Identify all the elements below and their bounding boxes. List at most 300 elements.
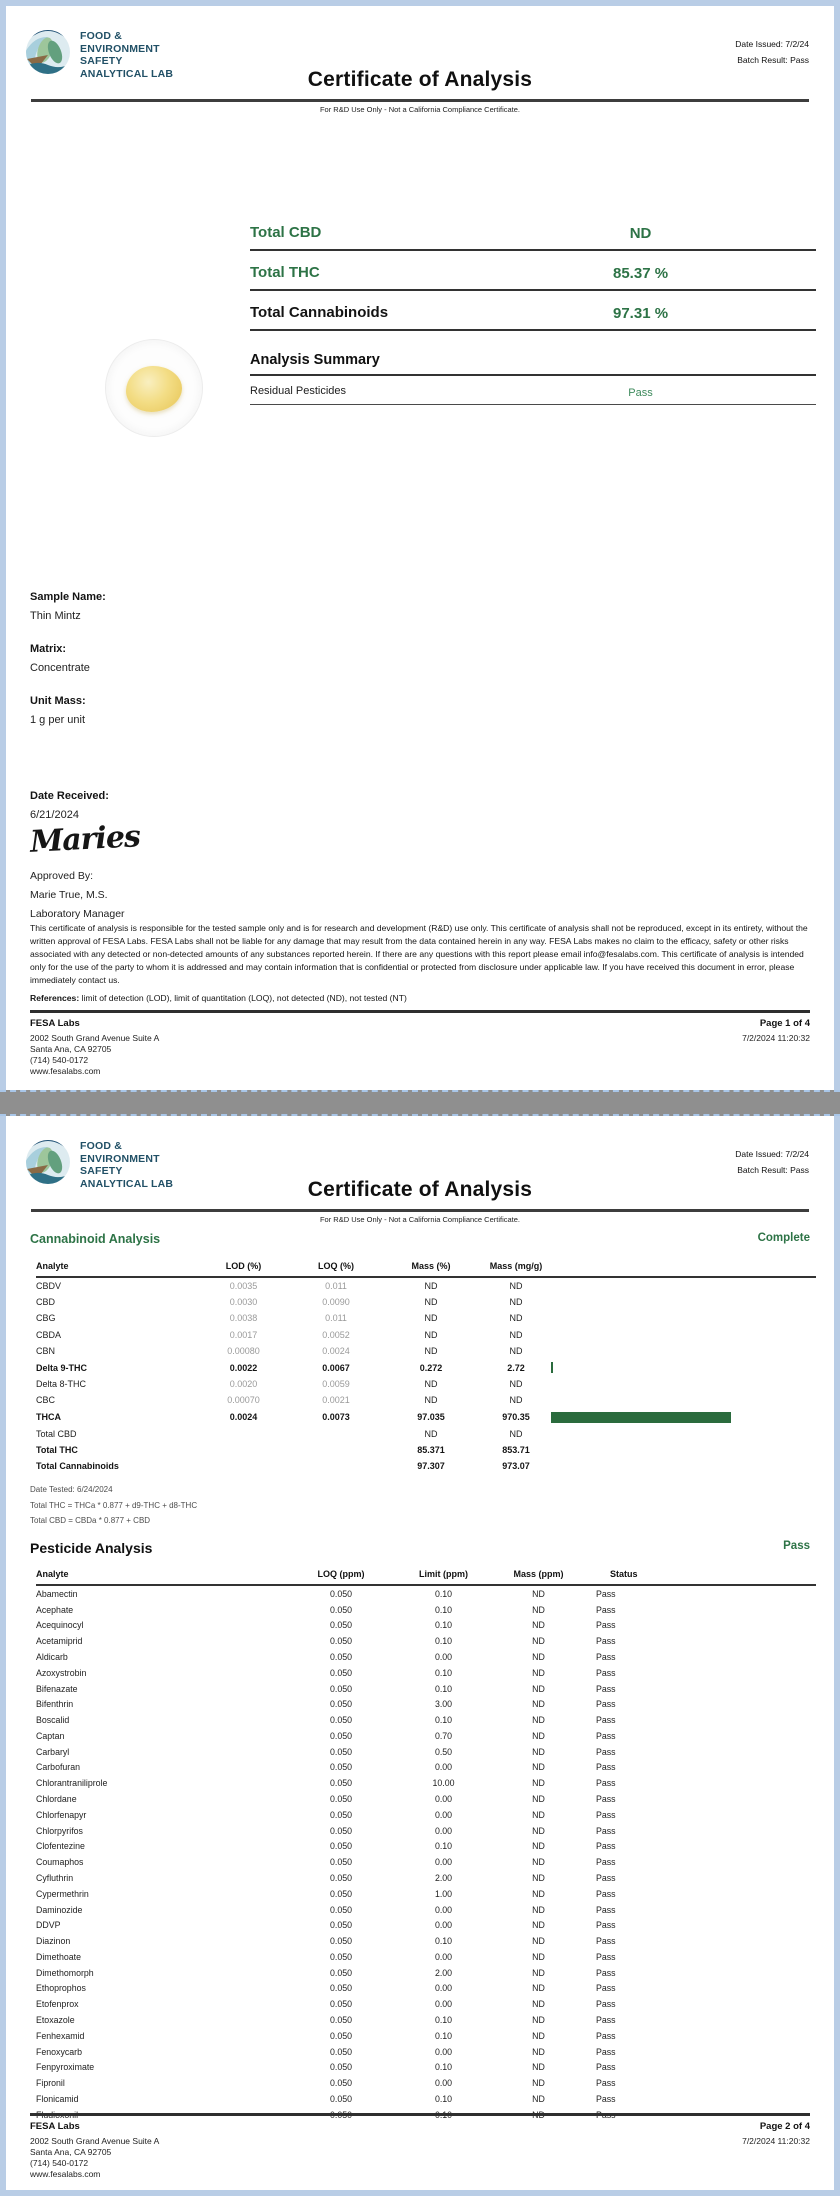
loq-value: 0.050 [329,1904,352,1915]
pesticide-section-header [30,1540,810,1556]
mass-value: ND [532,1967,545,1978]
logo-line: FOOD & [80,30,123,42]
limit-value: 0.00 [434,1825,453,1836]
mass-bar-cell [551,1310,816,1326]
analyte-name: Etoxazole [36,2014,75,2025]
status-value: Pass [596,2093,616,2104]
pesticide-row [36,1618,816,1634]
mass-bar-cell [551,1359,816,1376]
document-title: Certificate of Analysis [307,1178,533,1201]
field-value: Thin Mintz [30,610,81,622]
loq-value: 0.050 [329,1762,352,1773]
sample-field [30,643,106,674]
header-rule [31,1209,809,1212]
cannabinoid-table [36,1258,816,1474]
date-issued: Date Issued: 7/2/24 [735,1149,809,1159]
date-tested: Date Tested: 6/24/2024 [30,1485,113,1494]
mass-percent-value: ND [424,1297,438,1308]
analyte-name: Chlorantraniliprole [36,1778,108,1789]
loq-value: 0.050 [329,1667,352,1678]
header-meta [735,1146,809,1178]
loq-value: 0.050 [329,1967,352,1978]
mass-value: ND [532,1872,545,1883]
limit-value: 0.00 [434,1920,453,1931]
pesticide-row [36,2075,816,2091]
status-value: Pass [596,2046,616,2057]
loq-value: 0.0059 [322,1379,350,1390]
loq-value: 0.0021 [322,1395,350,1406]
cannabinoid-row [36,1359,816,1376]
pesticide-row [36,1807,816,1823]
pesticide-row [36,1633,816,1649]
pesticide-row [36,1917,816,1933]
analyte-name: CBDV [36,1281,62,1292]
status-value: Pass [596,1604,616,1615]
status-value: Pass [596,1999,616,2010]
mass-bar-cell [551,1343,816,1359]
page2-footer [30,2121,810,2180]
analyte-name: Azoxystrobin [36,1667,87,1678]
loq-value: 0.050 [329,1652,352,1663]
limit-value: 0.00 [434,1794,453,1805]
mass-value: ND [532,1588,545,1599]
approved-by-label: Approved By: [30,870,94,882]
status-value: Pass [596,1857,616,1868]
date-received-field [30,790,109,821]
analyte-name: CBDA [36,1329,62,1340]
status-value: Pass [596,1746,616,1757]
mass-bar-cell [551,1294,816,1310]
mass-mg-value: ND [509,1379,523,1390]
mass-mg-value: ND [509,1313,523,1324]
mass-value: ND [532,1999,545,2010]
analyte-name: DDVP [36,1920,61,1931]
analysis-summary [250,352,816,405]
limit-value: 1.00 [434,1888,453,1899]
lod-value: 0.0035 [229,1281,258,1292]
loq-value: 0.050 [329,1730,352,1741]
loq-value: 0.011 [325,1281,347,1292]
analyte-name: Fipronil [36,2078,65,2089]
sample-concentrate-blob [126,366,182,412]
analyte-name: Diazinon [36,1936,71,1947]
mass-value: ND [532,1841,545,1852]
totals-label: Total Cannabinoids [250,304,389,321]
pesticide-row [36,1602,816,1618]
totals-row [250,251,816,291]
total-thc-formula: Total THC = THCa * 0.877 + d9-THC + d8-THC [30,1500,198,1510]
lod-value [196,1458,291,1474]
loq-value: 0.050 [329,1888,352,1899]
loq-value: 0.050 [329,1636,352,1647]
footer-timestamp: 7/2/2024 11:20:32 [742,1033,810,1043]
footer-address-line: 2002 South Grand Avenue Suite A [30,1033,160,1043]
cannabinoid-row [36,1294,816,1310]
mass-mg-value: 2.72 [507,1362,525,1373]
analyte-name: CBC [36,1395,56,1406]
approver-name: Marie True, M.S. [30,889,108,901]
total-cbd-formula: Total CBD = CBDa * 0.877 + CBD [30,1516,151,1525]
analyte-name: Cypermethrin [36,1888,89,1899]
loq-value: 0.050 [329,2046,352,2057]
loq-value: 0.050 [329,2078,352,2089]
mass-mg-value: 970.35 [502,1412,530,1423]
analyte-name: Daminozide [36,1904,83,1915]
pesticide-section-status: Pass [783,1540,810,1552]
mass-value: ND [532,1936,545,1947]
analyte-name: Acequinocyl [36,1620,84,1631]
header-meta [735,36,809,68]
analyte-name: Fenoxycarb [36,2046,82,2057]
mass-mg-value: ND [509,1281,523,1292]
document-subtitle: For R&D Use Only - Not a California Compliance Certificate. [319,105,521,114]
cannabinoid-row [36,1458,816,1474]
analyte-name: CBN [36,1345,56,1356]
status-value: Pass [596,2014,616,2025]
loq-value: 0.050 [329,1699,352,1710]
mass-value: ND [532,1746,545,1757]
mass-bar-cell [551,1277,816,1294]
limit-value: 0.70 [434,1730,453,1741]
column-header: LOQ (ppm) [276,1566,406,1585]
pesticide-row [36,1712,816,1728]
mass-value: ND [532,2046,545,2057]
pesticide-table [36,1566,816,2123]
pesticide-row [36,1839,816,1855]
loq-value: 0.050 [329,1620,352,1631]
loq-value [291,1442,381,1458]
footer-address-line: (714) 540-0172 [30,2158,89,2168]
loq-value: 0.050 [329,1588,352,1599]
references [30,992,818,1005]
analyte-name: Chlorpyrifos [36,1825,83,1836]
pesticide-section-title: Pesticide Analysis [30,1540,153,1556]
mass-value: ND [532,1762,545,1773]
date-received-label: Date Received: [30,790,109,802]
mass-value: ND [532,1778,545,1789]
pesticide-row [36,2091,816,2107]
column-header: Limit (ppm) [406,1566,481,1585]
mass-value: ND [532,1951,545,1962]
pesticide-row [36,1649,816,1665]
analyte-name: CBG [36,1313,56,1324]
loq-value: 0.050 [329,1683,352,1694]
analyte-name: Delta 9-THC [36,1362,88,1373]
analyte-name: Bifenthrin [36,1699,74,1710]
analyte-name: Flonicamid [36,2093,79,2104]
mass-value: ND [532,1857,545,1868]
footer-address-line: www.fesalabs.com [30,1066,101,1076]
pesticide-row [36,1933,816,1949]
analyte-name: Acephate [36,1604,74,1615]
mass-percent-value: ND [424,1329,438,1340]
totals-row [250,211,816,251]
mass-mg-value: 973.07 [502,1461,530,1472]
disclaimer-text: This certificate of analysis is responsible for the tested sample only and is for research and development (R&D) use only. This certificate of analysis shall not be reproduced, except in its entirety, without the written approval of FESA Labs. FESA Labs shall not be liable for any damage that may result from the data contained herein in any way. FESA Labs makes no claim to the efficacy, safety or other risks associated with any detected or non-detected amounts of any substances reported herein. If there are any questions with this report please email info@fesalabs.com. This certificate of analysis is intended only for the use of the party to whom it is addressed and may contain information that is confidential or protected from disclosure under applicable law. If you have received this document in error, please immediately contact us. [30,923,808,985]
loq-value: 0.050 [329,1809,352,1820]
mass-mg-value: ND [509,1428,523,1439]
footer-rule [30,1010,810,1013]
pesticide-row [36,1854,816,1870]
status-value: Pass [596,1667,616,1678]
mass-bar [551,1362,553,1373]
loq-value: 0.050 [329,2030,352,2041]
page1-footer [30,1018,810,1077]
mass-bar-cell [551,1426,816,1442]
field-label: Sample Name: [30,591,106,603]
logo-line: ANALYTICAL LAB [80,67,174,80]
limit-value: 2.00 [434,1967,453,1978]
cannabinoid-row [36,1426,816,1442]
status-value: Pass [596,1983,616,1994]
mass-bar-cell [551,1376,816,1392]
mass-value: ND [532,1636,545,1647]
mass-value: ND [532,1620,545,1631]
status-value: Pass [596,1841,616,1852]
limit-value: 0.00 [434,1983,453,1994]
pesticide-row [36,1696,816,1712]
status-value: Pass [596,1652,616,1663]
footer-address-line: www.fesalabs.com [30,2169,101,2179]
logo-line: ANALYTICAL LAB [80,1177,174,1190]
pesticide-row [36,1886,816,1902]
footer-right [742,2121,810,2146]
analyte-name: Delta 8-THC [36,1379,87,1390]
document-title: Certificate of Analysis [307,68,533,91]
mass-value: ND [532,2078,545,2089]
analyte-name: Fenhexamid [36,2030,85,2041]
signature-image: Maries [29,819,141,860]
pesticide-row [36,1902,816,1918]
loq-value: 0.050 [329,2014,352,2025]
column-header: Analyte [36,1566,276,1585]
footer-lab-name: FESA Labs [30,2121,80,2132]
mass-value: ND [532,2014,545,2025]
loq-value: 0.050 [329,1920,352,1931]
lod-value [196,1426,291,1442]
loq-value: 0.050 [329,1604,352,1615]
pesticide-row [36,1870,816,1886]
mass-mg-value: ND [509,1345,523,1356]
cannabinoid-header-row [36,1258,816,1277]
limit-value: 0.00 [434,1809,453,1820]
header-rule [31,99,809,102]
mass-value: ND [532,1794,545,1805]
footer-address-line: 2002 South Grand Avenue Suite A [30,2136,160,2146]
analyte-name: Captan [36,1730,65,1741]
limit-value: 0.50 [434,1746,453,1757]
lod-value [196,1442,291,1458]
mass-percent-value: ND [424,1313,438,1324]
mass-percent-value: 85.371 [417,1444,445,1455]
approved-by-block [30,867,125,924]
loq-value: 0.050 [329,1936,352,1947]
pesticide-row [36,1585,816,1602]
mass-value: ND [532,1920,545,1931]
cannabinoid-row [36,1376,816,1392]
analyte-name: Clofentezine [36,1841,85,1852]
mass-bar-cell [551,1327,816,1343]
analyte-name: Aldicarb [36,1652,68,1663]
status-value: Pass [596,1920,616,1931]
status-value: Pass [596,1967,616,1978]
analyte-name: Fenpyroximate [36,2062,95,2073]
sample-field [30,591,106,622]
footer-address [30,1033,810,1077]
pesticide-row [36,1949,816,1965]
mass-percent-value: 97.307 [417,1461,445,1472]
cannabinoid-section-title: Cannabinoid Analysis [30,1232,161,1246]
footer-rule [30,2113,810,2116]
mass-value: ND [532,1667,545,1678]
field-value: Concentrate [30,662,90,674]
lod-value: 0.0038 [229,1313,258,1324]
analyte-name: Coumaphos [36,1857,84,1868]
pesticide-row [36,1996,816,2012]
logo-line: ENVIRONMENT [80,42,160,55]
loq-value: 0.050 [329,1841,352,1852]
loq-value: 0.0090 [322,1297,350,1308]
references-label: References: [30,992,80,1003]
logo-line: SAFETY [80,55,123,67]
lod-value: 0.00080 [227,1345,260,1356]
mass-bar [551,1412,731,1423]
column-header: Mass (mg/g) [481,1258,551,1277]
mass-value: ND [532,1730,545,1741]
cannabinoid-section-header [30,1232,810,1246]
limit-value: 0.00 [434,2046,453,2057]
pesticide-row [36,1965,816,1981]
limit-value: 0.10 [434,1620,453,1631]
pesticide-row [36,1728,816,1744]
field-label: Matrix: [30,643,67,655]
cannabinoid-row [36,1442,816,1458]
status-value: Pass [596,1588,616,1599]
analysis-summary-rows [250,376,816,405]
totals-value: 85.37 % [613,265,669,282]
analyte-name: Boscalid [36,1715,70,1726]
limit-value: 0.10 [434,2062,453,2073]
limit-value: 10.00 [432,1778,455,1789]
pesticide-row [36,1760,816,1776]
column-header: Status [596,1566,816,1585]
limit-value: 0.00 [434,1857,453,1868]
page2-header [6,1116,834,1226]
mass-percent-value: ND [424,1428,438,1439]
loq-value: 0.050 [329,1794,352,1805]
field-value: 1 g per unit [30,714,86,726]
loq-value: 0.0067 [322,1362,350,1373]
pesticide-row [36,1775,816,1791]
mass-value: ND [532,1652,545,1663]
analyte-name: Ethoprophos [36,1983,86,1994]
lod-value: 0.0020 [229,1379,258,1390]
loq-value: 0.0073 [322,1412,350,1423]
limit-value: 0.10 [434,1667,453,1678]
analyte-name: Dimethoate [36,1951,81,1962]
limit-value: 0.10 [434,1636,453,1647]
document-subtitle: For R&D Use Only - Not a California Compliance Certificate. [319,1215,521,1224]
batch-result: Batch Result: Pass [737,1165,809,1175]
summary-row [250,376,816,405]
status-value: Pass [596,1730,616,1741]
status-value: Pass [596,1762,616,1773]
totals-row [250,291,816,331]
totals-value: ND [629,225,652,242]
mass-value: ND [532,1809,545,1820]
mass-percent-value: 0.272 [419,1362,443,1373]
pesticide-header-row [36,1566,816,1585]
date-received-value: 6/21/2024 [30,809,79,821]
loq-value: 0.050 [329,1951,352,1962]
sample-field [30,695,106,726]
loq-value: 0.050 [329,1999,352,2010]
status-value: Pass [596,2030,616,2041]
column-header: LOQ (%) [291,1258,381,1277]
batch-result: Batch Result: Pass [737,55,809,65]
column-header-spacer [551,1258,816,1277]
mass-value: ND [532,2093,545,2104]
status-value: Pass [596,1936,616,1947]
pesticide-row [36,2044,816,2060]
loq-value: 0.050 [329,1715,352,1726]
limit-value: 0.00 [434,1999,453,2010]
pesticide-row [36,1823,816,1839]
status-value: Pass [596,1888,616,1899]
cannabinoid-notes [30,1482,197,1529]
cannabinoid-row [36,1392,816,1408]
cannabinoid-row [36,1327,816,1343]
limit-value: 0.10 [434,2014,453,2025]
pesticide-row [36,1791,816,1807]
cannabinoid-row [36,1409,816,1426]
logo-line: FOOD & [80,1140,123,1152]
footer-address [30,2136,810,2180]
mass-mg-value: ND [509,1329,523,1340]
mass-bar-cell [551,1458,816,1474]
limit-value: 0.00 [434,1951,453,1962]
analyte-name: Abamectin [36,1588,78,1599]
cannabinoid-row [36,1310,816,1326]
loq-value [291,1426,381,1442]
analyte-name: Carbaryl [36,1746,70,1757]
column-header: LOD (%) [196,1258,291,1277]
status-value: Pass [596,1778,616,1789]
mass-value: ND [532,1715,545,1726]
mass-percent-value: ND [424,1379,438,1390]
status-value: Pass [596,1715,616,1726]
loq-value: 0.050 [329,1983,352,1994]
summary-label: Residual Pesticides [250,385,346,397]
mass-value: ND [532,1983,545,1994]
loq-value: 0.050 [329,1872,352,1883]
field-label: Unit Mass: [30,695,86,707]
lod-value: 0.0022 [229,1362,258,1373]
analyte-name: Bifenazate [36,1683,78,1694]
mass-percent-value: 97.035 [417,1412,445,1423]
loq-value: 0.011 [325,1313,347,1324]
totals-label: Total THC [250,264,320,281]
analysis-summary-title: Analysis Summary [250,352,816,376]
totals-label: Total CBD [250,224,322,241]
status-value: Pass [596,1794,616,1805]
page1-header [6,6,834,116]
mass-value: ND [532,1888,545,1899]
lod-value: 0.00070 [227,1395,260,1406]
loq-value: 0.050 [329,1778,352,1789]
mass-value: ND [532,2030,545,2041]
analyte-name: Chlordane [36,1794,77,1805]
